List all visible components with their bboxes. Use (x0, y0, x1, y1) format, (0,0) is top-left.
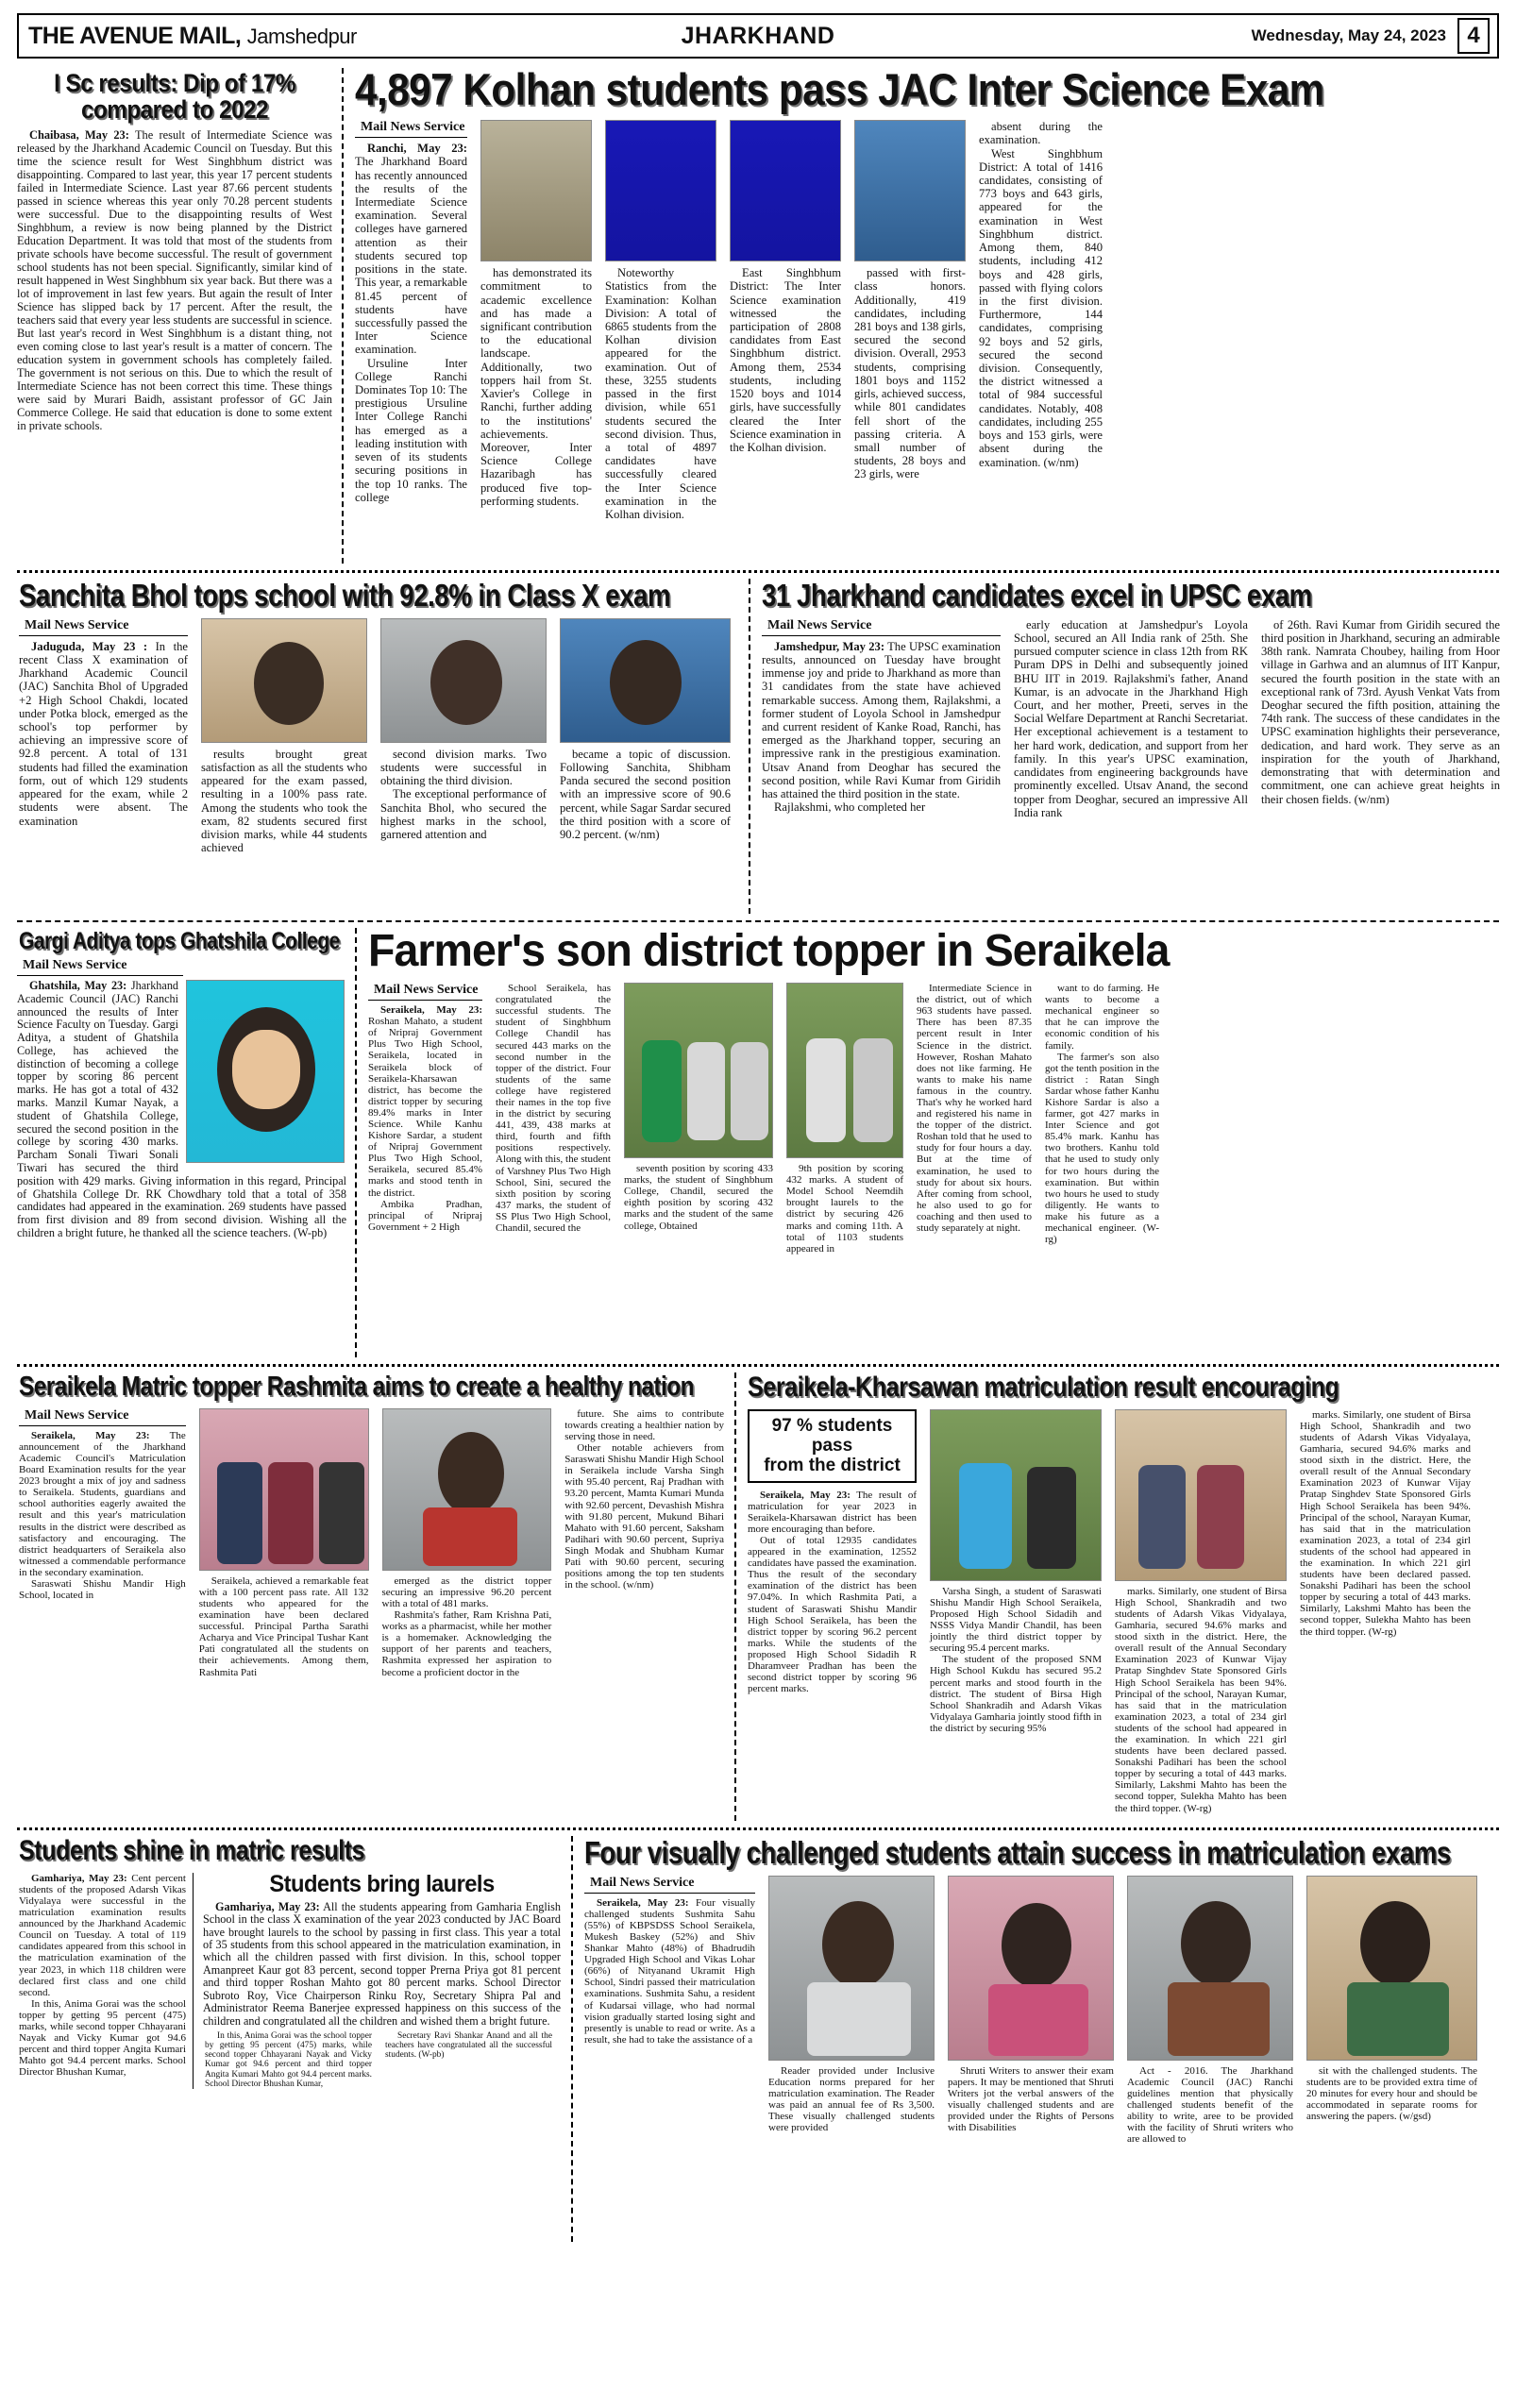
photo-rashmita-group (199, 1408, 369, 1571)
kolhan-col1-p2: Ursuline Inter College Ranchi Dominates Top 10: The prestigious Ursuline Inter College Ranchi has emerged as a leading institution with seven of its students securing positions in the top 10 ranks. The college (355, 356, 467, 504)
article-isc-results (17, 68, 342, 564)
byline: Mail News Service (361, 120, 465, 135)
kolhan-col1-p1: Ranchi, May 23: The Jharkhand Board has recently announced the results of the Intermediate Science examination. Several colleges have garnered attention as their students secured top positions in the state. This year, a remarkable 81.45 percent of students have successfully passed the Inter Science examination. (355, 142, 467, 357)
laurels-body: Gamhariya, May 23: All the students appearing from Gamharia English School in the class X examination of the year 2023 conducted by JAC Board have brought laurels to the school by passing in first class. This year a total of 35 students from this school appeared in the matriculation examination, in which all the children passed with first division. In this, school topper Amanpreet Kaur got 83 percent, second topper Prerna Priya got 81 percent and third topper Roshan Mahto got 80 percent marks. School Director Subroto Roy, Vice Chairperson Rinku Roy, Secretary Shipra Pal and Administrator Reema Banerjee expressed happiness on this success of the children and congratulated all the children and wished them a bright future. (203, 1899, 561, 2028)
rashmita-headline: Seraikela Matric topper Rashmita aims to create a healthy nation (19, 1372, 695, 1402)
laurels-headline: Students bring laurels (269, 1870, 495, 1897)
sanchita-col3-p2: The exceptional performance of Sanchita Bhol, who secured the highest marks in the school, garnered attention and (380, 787, 547, 841)
photo-student-sushmita (768, 1876, 935, 2061)
byline: Mail News Service (25, 1407, 129, 1423)
isc-headline-line1: I Sc results: Dip of 17% (54, 69, 295, 97)
farmer-col3: seventh position by scoring 433 marks, the student of Singhbhum College, Chandil, secured the eighth position by scoring 432 marks and the student of the same college, Obtained (624, 1163, 773, 1232)
gargi-headline: Gargi Aditya tops Ghatshila College (19, 928, 340, 954)
sanchita-col2: results brought great satisfaction as all the students who appeared for the exam passed, resulting in a 100% pass rate. Among the students who took the exam, 82 students secured first division marks, while 44 students achieved (201, 747, 367, 855)
section-row-4 (17, 1372, 1499, 1821)
photo-press-conference-far-right (854, 120, 966, 261)
rashmita-col3-p1: emerged as the district topper securing an impressive 96.20 percent with a total of 481 marks. (381, 1574, 552, 1610)
kolhan-col3: Noteworthy Statistics from the Examination: Kolhan Division: A total of 6865 students from the Kolhan division appeared for the examination. Out of these, 3255 students passed in the first division, while 651 students secured the second division. Thus, a total of 4897 candidates have successfully cleared the Inter Science examination in the Kolhan division. (605, 266, 716, 522)
kharsawan-col1-p1: Seraikela, May 23: The result of matriculation for year 2023 in Seraikela-Kharsawan district has been more encouraging than before. (748, 1489, 917, 1535)
visually-col4: Act - 2016. The Jharkhand Academic Council (JAC) Ranchi guidelines mention that physically challenged students benefit of the ability to write, aree to be provided with the facility of Shruti writers who are allowed to (1127, 2064, 1293, 2146)
masthead (17, 13, 1499, 59)
kharsawan-col3: marks. Similarly, one student of Birsa High School, Shankradih and two students of Adarsh Vikas Vidyalaya, Gamharia, secured 94.6% marks and stood sixth in the district. Here, the overall result of the Annual Secondary Examination 2023 of Kunwar Vijay Pratap Singhdev State Sponsored Girls High School Seraikela has been 94%. Principal of the school, Narayan Kumar, has said that in the matriculation examination 2023, a total of 234 girl students of the school had appeared in the examination. In which 221 girl students have been declared passed. Sonakshi Padihari has been the school topper by securing a total of 443 marks. Similarly, Lakshmi Mahto has been the second topper, Sulekha Mahto has been the third topper. (W-rg) (1115, 1585, 1287, 1814)
isc-body: Chaibasa, May 23: The result of Intermediate Science was released by the Jharkhand Academic Council on Tuesday. But this time the science result for West Singhbhum district was disappointing. Compared to last year, this year 17 percent students failed in Intermediate Science. Last year 87.66 percent students passed in science whereas this year only 70.28 percent students were successful. Due to the disappointing results of West Singhbhum, a review is now being planned by the District Education Department. It was told that most of the students from private schools have become successful. The result of government school students has not been special. Significantly, similar kind of result happened in West Singhbhum six year back. But there was a lot of improvement in last few years. But again the result of Inter Science has slipped back by 17 percent. After the result, the teachers said that every year less students are successful in science. But last year's record in West Singhbhum is a distant thing, not even coming close to last year's result is a matter of concern. The education system in government schools has completely failed. The government is not serious on this. Due to which the result of Intermediate Science has not been correct this time. These things were said by Murari Baidh, assistant professor of GC Jain Commerce College. He said that education is done to some extent in private schools. (17, 127, 332, 433)
rashmita-col4-p2: Other notable achievers from Saraswati Shishu Mandir High School in Seraikela include Varsha Singh with 95.40 percent, Raj Pradhan with 93.20 percent, Mamta Kumari Munda with 92.60 percent, Devashish Mishra with 91.80 percent, Mukund Bihari Mahato with 91.60 percent, Saksham Padihari with 90.60 percent, Supriya Singh Modak and Shubham Kumar Pati with 90.60 percent, securing positions among the top ten students in the school. (w/nm) (564, 1442, 725, 1591)
kolhan-col4: East Singhbhum District: The Inter Science examination witnessed the participation of 2808 candidates from East Singhbhum district. Among them, 2534 students, including 1520 boys and 1014 girls, have successfully cleared the Inter Science examination in the Kolhan division. (730, 266, 841, 454)
kharsawan-col2-p1: Varsha Singh, a student of Saraswati Shishu Mandir High School Seraikela, Proposed High School Sidadih and NSSS Vidya Mandir Chandil, has been jointly the third district topper by securing 95.4 percent marks. (930, 1585, 1102, 1655)
visually-headline: Four visually challenged students attain success in matriculation exams (584, 1835, 1451, 1870)
article-rashmita (17, 1372, 734, 1821)
photo-rashmita-portrait (382, 1408, 552, 1571)
masthead-city: Jamshedpur (246, 24, 357, 48)
article-matric-results (17, 1836, 571, 2242)
photo-press-conference-mid (605, 120, 716, 261)
rashmita-col1-p1: Seraikela, May 23: The announcement of the Jharkhand Academic Council's Matriculation Board Examination results for the year 2023 brought a mix of joy and sadness to Seraikela. Students, guardians and school authorities eagerly awaited the result and this year's matriculation results in the district were described as satisfactory and encouraging. The district headquarters of Seraikela also witnessed a commendable performance in the secondary examination. (19, 1429, 186, 1578)
photo-family-group (624, 983, 773, 1158)
matric-col1-p2: In this, Anima Gorai was the school topper by getting 95 percent (475) marks, while second topper Chhayarani Nayak and Vicky Kumar got 94.6 percent and third topper Angita Kumari Mahto got 94.4 percent marks. School Director Bhushan Kumar, (19, 1997, 186, 2079)
section-row-3 (17, 928, 1499, 1357)
section-row-5 (17, 1836, 1499, 2242)
photo-father-daughter (930, 1409, 1102, 1581)
kolhan-col6-p2: West Singhbhum District: A total of 1416 candidates, consisting of 773 boys and 643 girls, appeared for the examination in West Singhbhum district. Among them, 840 students, including 412 boys and 428 girls, passed with flying colors in the first division. Furthermore, 144 candidates, comprising 92 boys and 52 girls, secured the second division. Consequently, the district witnessed a total of 984 successful candidates. Notably, 408 candidates, including 255 boys and 153 girls, were absent during the examination. (w/nm) (979, 146, 1103, 469)
farmer-col4: 9th position by scoring 432 marks. A student of Model School Neemdih brought laurels to the district by securing 426 marks and coming 11th. A total of 1103 students appeared in (786, 1163, 903, 1255)
masthead-paper-name: THE AVENUE MAIL, (28, 22, 242, 49)
farmer-col2: School Seraikela, has congratulated the successful students. The student of Singhbhum College Chandil has secured 443 marks on the second number in the topper of the district. Four students of the same college have registered their names in the top five in the district by securing 441, 439, 438 marks at third, fourth and fifth positions respectively. Along with this, the student of Varshney Plus Two High School, Sini, secured the sixth position by scoring 437 marks, the student of SS Plus Two High School, Chandil, secured the (496, 983, 611, 1235)
kharsawan-col3b: marks. Similarly, one student of Birsa High School, Shankradih and two students of Adarsh Vikas Vidyalaya, Gamharia, secured 94.6% marks and stood sixth in the district. Here, the overall result of the Annual Secondary Examination 2023 of Kunwar Vijay Pratap Singhdev State Sponsored Girls High School Seraikela has been 94%. Principal of the school, Narayan Kumar, has said that in the matriculation examination 2023, a total of 234 girl students of the school had appeared in the examination. In which 221 girl students have been declared passed. Sonakshi Padihari has been the school topper by securing a total of 443 marks. Similarly, Lakshmi Mahto has been the second topper, Sulekha Mahto has been the third topper. (W-rg) (1300, 1408, 1471, 1638)
photo-student-sagar (560, 618, 731, 743)
photo-family-group-2 (786, 983, 903, 1158)
kharsawan-col2-p2: The student of the proposed SNM High School Kukdu has secured 95.2 percent marks and stood fourth in the district. The student of Birsa High School Shankradih and Adarsh Vikas Vidyalaya Gamharia jointly stood fifth in the district by securing 95% (930, 1654, 1102, 1734)
page-number: 4 (1457, 18, 1490, 54)
visually-col3: Shruti Writers to answer their exam papers. It may be mentioned that Shruti Writers jot the verbal answers of the visually challenged students and are provided under the Rights of Persons with Disabilities (948, 2064, 1114, 2134)
section-row-1 (17, 64, 1499, 564)
upsc-col3: of 26th. Ravi Kumar from Giridih secured the third position in Jharkhand, securing an admirable 38th rank. Namrata Choubey, hailing from Hoor village in Garhwa and an alumnus of IIT Kanpur, secured the fourth position in the state with an exceptional rank of 73rd. Ayush Venkat Vats from Deoghar secured the fifth position, attaining the 74th rank. The success of these candidates in the UPSC examination highlights their perseverance, dedication, and hard work. They serve as an inspiration for the youth of Jharkhand, demonstrating that with determination and commitment, one can achieve great heights in their chosen fields. (w/nm) (1261, 617, 1500, 806)
kharsawan-headline: Seraikela-Kharsawan matriculation result encouraging (748, 1372, 1339, 1403)
sanchita-col4: became a topic of discussion. Following Sanchita, Shibham Panda secured the second position with an impressive score of 90.6 percent, while Sagar Sardar secured the third position with a score of 90.2 percent. (w/nm) (560, 747, 731, 841)
masthead-date: Wednesday, May 24, 2023 (1251, 26, 1446, 44)
gargi-body: Ghatshila, May 23: Jharkhand Academic Council (JAC) Ranchi announced the results of Inter Science Faculty on Tuesday. Gargi Aditya, a student of Ghatshila College, has achieved the distinction of becoming a college topper by scoring 86 percent marks. He has got a total of 432 marks. Manzil Kumar Nayak, a student of Ghatshila College, secured the second position in the college by scoring 430 marks. Parcham Sonali Tiwari Sonali Tiwari has secured the third position with 429 marks. Giving information in this regard, Principal of Ghatshila College Dr. RK Chowdhary told that a total of 358 candidates had appeared in the examination. 269 students have passed from first division and 89 from second division. Wishing all the children a bright future, he thanked all the science teachers. (W-pb) (17, 979, 346, 1239)
byline: Mail News Service (590, 1875, 695, 1890)
photo-students-group (1115, 1409, 1287, 1581)
rashmita-col2: Seraikela, achieved a remarkable feat with a 100 percent pass rate. All 132 students who appeared for the examination have been declared successful. Principal Partha Sarathi Acharya and Vice Principal Tushar Kant Pati congratulated all the students on their achievements. Among them, Rashmita Pati (198, 1574, 369, 1678)
photo-student-shibham (380, 618, 547, 743)
farmer-col5: Intermediate Science in the district, out of which 963 students have passed. There has been 87.35 percent result in Inter Science in the district. However, Roshan Mahato does not like farming. He wants to make his name famous in the country. That's why he worked hard and registered his name in the topper of the district. Roshan told that he used to study for four hours a day. But at the time of examination, he used to study for about six hours. After coming from school, he also used to go for coaching and then used to study separately at night. (917, 983, 1032, 1235)
section-row-2 (17, 579, 1499, 914)
kharsawan-subhead-line2: from the district (764, 1456, 901, 1476)
byline: Mail News Service (25, 617, 129, 632)
upsc-col1-p2: Rajlakshmi, who completed her (774, 800, 926, 815)
visually-col5: sit with the challenged students. The students are to be provided extra time of 20 minutes for every hour and should be accommodated in separate rooms for answering the papers. (w/gsd) (1306, 2064, 1477, 2123)
byline: Mail News Service (374, 983, 479, 998)
byline: Mail News Service (767, 617, 872, 632)
kolhan-col2: has demonstrated its commitment to academic excellence and has made a significant contribution to the educational landscape. Additionally, two toppers hail from St. Xavier's College in Ranchi, further adding to the institutions' achievements. Moreover, Inter Science College Hazaribagh has produced five top-performing students. (480, 266, 592, 508)
upsc-headline: 31 Jharkhand candidates excel in UPSC exam (762, 578, 1312, 613)
kharsawan-col1-p2: Out of total 12935 candidates appeared in the examination, 12552 candidates have passed the examination. Thus the result of the secondary examination of the district has been 97.04%. In which Rashmita Pati, a student of Saraswati Shishu Mandir High School Seraikela, has been the district topper by scoring 96.2 percent marks. While the students of the proposed High School Sidadih R Dharamveer Pradhan has been the second district topper by scoring 96 percent marks. (748, 1534, 917, 1695)
visually-col1: Seraikela, May 23: Four visually challenged students Sushmita Sahu (55%) of KBPSDSS School Seraikela, Mukesh Baskey (52%) and Shiv Shankar Mahto (48%) of Bhadrudih Upgraded High School and Vikas Lohar (66%) of Nityanand Ukramit High School, Sindri passed their matriculation examinations. Sushmita Sahu, a resident of Kudarsai village, who had normal vision gradually started losing sight and presently is unable to read or write. As a result, she had to take the assistance of a (584, 1896, 755, 2046)
farmer-col1-p2: Ambika Pradhan, principal of Nripraj Government + 2 High (368, 1198, 482, 1233)
visually-col2: Reader provided under Inclusive Education norms prepared for her matriculation examination. The Reader was paid an annual fee of Rs 3,500. These visually challenged students were provided (768, 2064, 935, 2134)
upsc-col2: early education at Jamshedpur's Loyola School, secured an All India rank of 25th. She pursued computer science in class 12th from RK Puram DPS in Delhi and subsequently joined BHU IIT in 2019. Rajlakshmi's father, Anand Kumar, is an advocate in the Jharkhand High Court, and her mother, Preeti, serves in the Social Welfare Department at Ranchi Secretariat. Her exceptional achievement is a testament to her hard work, dedication, and support from her family. In this year's UPSC examination, candidates from engineering backgrounds have prominently excelled. Utsav Anand, the second topper from Deoghar, secured an impressive All India rank (1014, 617, 1248, 819)
article-kharsawan (736, 1372, 1499, 1821)
laurels-foot-right: Secretary Ravi Shankar Anand and all the teachers have congratulated all the successful students. (W-pb) (385, 2031, 552, 2061)
photo-student-sanchita (201, 618, 367, 743)
article-upsc (750, 579, 1502, 914)
rashmita-col4-p1: future. She aims to contribute towards creating a healthier nation by serving those in need. (564, 1407, 725, 1443)
kolhan-headline: 4,897 Kolhan students pass JAC Inter Science Exam (355, 64, 1324, 114)
farmer-col6-p1: want to do farming. He wants to become a mechanical engineer so that he can improve the economic condition of his family. (1045, 983, 1159, 1052)
row-divider-2 (17, 920, 1499, 922)
kolhan-col6-p1: absent during the examination. (979, 120, 1103, 147)
photo-student-vikas (1306, 1876, 1477, 2061)
row-divider-4 (17, 1827, 1499, 1830)
photo-student-shiv-shankar (1127, 1876, 1293, 2061)
farmer-col6-p2: The farmer's son also got the tenth position in the district : Ratan Singh Sardar whose father Kanhu Kishore Sardar is also a farmer, got 427 marks in Inter Science and got 85.4% mark. Kanhu has two brothers. Kanhu told that he used to study only for two hours during the examination. But within two hours he used to study diligently. He wants to make his future as a mechanical engineer. (W-rg) (1045, 1051, 1159, 1246)
sanchita-headline: Sanchita Bhol tops school with 92.8% in Class X exam (19, 578, 671, 613)
farmer-headline: Farmer's son district topper in Seraikela (368, 926, 1170, 976)
upsc-col1-p1: Jamshedpur, May 23: The UPSC examination results, announced on Tuesday have brought immense joy and pride to Jharkhand as more than 31 candidates from the state have achieved remarkable success. Among them, Rajlakshmi, a former student of Loyola School in Jamshedpur and current resident of Kanke Road, Ranchi, has emerged as the Jharkhand topper, securing an impressive rank in the prestigious examination. Utsav Anand from Deoghar has secured the second position, while Ravi Kumar from Giridih has attained the third position in the state. (762, 639, 1001, 801)
article-sanchita (17, 579, 749, 914)
photo-press-conference-left (480, 120, 592, 261)
rashmita-col1-p2: Saraswati Shishu Mandir High School, located in (19, 1578, 186, 1602)
photo-press-conference-right (730, 120, 841, 261)
masthead-section: JHARKHAND (681, 22, 835, 49)
row-divider-3 (17, 1364, 1499, 1367)
kharsawan-subhead-line1: 97 % students pass (771, 1415, 893, 1457)
row-divider-1 (17, 570, 1499, 573)
kolhan-col5: passed with first-class honors. Additionally, 419 candidates, including 281 boys and 138 girls, secured the second division. Overall, 2953 students, comprising 1801 boys and 1152 girls, achieved success, while 801 candidates fell short of the passing criteria. A small number of students, 28 boys and 23 girls, were (854, 266, 966, 481)
rashmita-col3-p2: Rashmita's father, Ram Krishna Pati, works as a pharmacist, while her mother is a homemaker. Acknowledging the support of her parents and teachers, Rashmita expressed her aspiration to become a proficient doctor in the (381, 1609, 552, 1678)
matric-headline: Students shine in matric results (19, 1835, 365, 1866)
article-kolhan (344, 64, 1499, 564)
photo-student-mukesh (948, 1876, 1114, 2061)
byline: Mail News Service (23, 958, 127, 972)
sanchita-col1: Jaduguda, May 23 : In the recent Class X examination of Jharkhand Academic Council (JAC) Sanchita Bhol of Upgraded +2 High School Chakdi, located under Potka block, emerged as the school's top performer by achieving an impressive score of 92.8 percent. A total of 131 students had filled the examination form, out of which 129 students appeared for the exam, while 2 students were absent. The examination (19, 639, 188, 828)
matric-foot-left: In this, Anima Gorai was the school topper by getting 95 percent (475) marks, while second topper Chhayarani Nayak and Vicky Kumar got 94.6 percent and third topper Angita Kumari Mahto got 94.4 percent marks. School Director Bhushan Kumar, (205, 2031, 372, 2089)
matric-col1-p1: Gamhariya, May 23: Cent percent students of the proposed Adarsh Vikas Vidyalaya were successful in the matriculation examination results announced by the Jharkhand Academic Council on Tuesday. A total of 119 candidates appeared from this school in the matriculation examination of the year 2023, in which 118 children were declared first class and one child second. (19, 1872, 186, 1998)
article-visually-challenged (573, 1836, 1516, 2242)
sanchita-col3-p1: second division marks. Two students were successful in obtaining the third division. (380, 747, 547, 788)
kharsawan-subhead-box (748, 1409, 917, 1483)
article-farmer (357, 928, 1499, 1357)
farmer-col1-p1: Seraikela, May 23: Roshan Mahato, a student of Nripraj Government Plus Two High School, Seraikela, located in Seraikela block of Seraikela-Kharsawan district, has become the district topper by securing 89.4% marks in Inter Science. While Kanhu Kishore Sardar, a student of Nripraj Government Plus Two High School, Seraikela, secured 85.4% marks and stood tenth in the district. (368, 1004, 482, 1199)
isc-headline-line2: compared to 2022 (81, 94, 268, 124)
photo-student-gargi (186, 980, 345, 1163)
article-gargi (17, 928, 355, 1357)
